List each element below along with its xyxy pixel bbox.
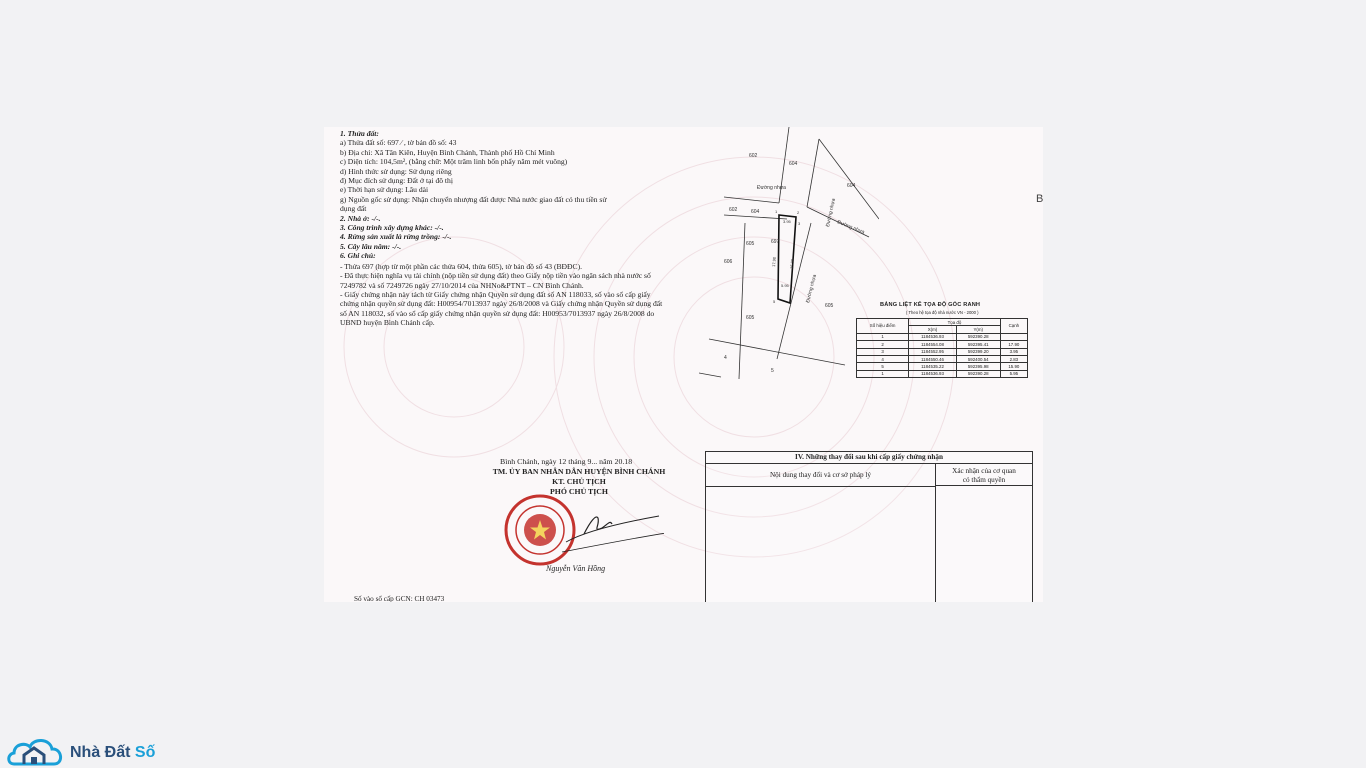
map-dimension: 17.90 <box>771 256 777 268</box>
note-item: - Thửa 697 (hợp từ một phần các thửa 604, thửa 605), tờ bản đồ số 43 (BĐĐC). <box>340 261 583 271</box>
cell-y: 592395.41 <box>956 341 1000 348</box>
signature-icon <box>554 502 664 562</box>
cell-y: 592399.20 <box>956 348 1000 355</box>
cell-x: 1184536.93 <box>909 333 957 340</box>
cell-x: 1184536.93 <box>909 370 957 377</box>
map-point: 3 <box>798 221 801 226</box>
signer-name: Nguyễn Văn Hồng <box>546 564 606 573</box>
cell-x: 1184535.22 <box>909 363 957 370</box>
note-item: - Giấy chứng nhận này tách từ Giấy chứng nhận Quyền sử dụng đất số AN 118033, số vào sổ cấp giấy chứng nhận quyền sử dụng đất: H00954/7013937 ngày 26/8/2008 và Giấy chứng nhận Quyền sử dụng đất số AN 118032, số vào sổ cấp giấy chứng nhận quyền sử dụng đất: H00953/7013937 ngày 26/8/2008 do UBND huyện Bình Chánh cấp. <box>340 289 663 328</box>
cell-edge: 2.83 <box>1000 355 1027 362</box>
cell-y: 592390.28 <box>956 370 1000 377</box>
cell-edge: 17.90 <box>1000 341 1027 348</box>
cell-edge: 3.95 <box>1000 348 1027 355</box>
map-label: 606 <box>724 259 733 265</box>
cell-x: 1184554.08 <box>909 341 957 348</box>
edge-letter: B <box>1036 193 1044 205</box>
parcel-usage-form: d) Hình thức sử dụng: Sử dụng riêng <box>340 166 452 176</box>
parcel-title: 1. Thửa đất: <box>340 129 379 138</box>
parcel-origin: g) Nguồn gốc sử dụng: Nhận chuyển nhượng đất được Nhà nước giao đất có thu tiền sử <box>340 194 607 204</box>
construction-line: 3. Công trình xây dựng khác: -/-. <box>340 223 444 233</box>
notes-title: 6. Ghi chú: <box>340 251 376 261</box>
col-edge: Cạnh <box>1000 319 1027 334</box>
col-coord: Tọa độ <box>909 319 1000 326</box>
cell-edge <box>1000 333 1027 340</box>
map-dimension: 15.90 <box>789 258 795 270</box>
map-label: 605 <box>825 303 834 309</box>
brand-logo-text <box>70 744 155 762</box>
map-label: 605 <box>746 315 755 321</box>
changes-col-confirm <box>936 464 1032 486</box>
cell-point: 3 <box>857 348 909 355</box>
parcel-info <box>340 129 670 328</box>
parcel-address: b) Địa chỉ: Xã Tân Kiên, Huyện Bình Chánh, Thành phố Hồ Chí Minh <box>340 147 555 157</box>
forest-line: 4. Rừng sản xuất là rừng trồng: -/-. <box>340 232 452 242</box>
table-row <box>857 333 1028 340</box>
coord-table <box>856 318 1028 378</box>
map-label: 4 <box>724 355 727 361</box>
cell-y: 592395.98 <box>956 363 1000 370</box>
map-label: 697 <box>771 239 780 245</box>
table-row <box>857 341 1028 348</box>
cell-point: 1 <box>857 333 909 340</box>
place-date: Bình Chánh, ngày 12 tháng 9... năm 20.18 <box>500 457 633 466</box>
house-cloud-logo-icon <box>6 734 68 768</box>
notes-list <box>340 262 670 328</box>
signer-role: KT. CHỦ TỊCH <box>552 477 606 486</box>
note-item: - Đã thực hiện nghĩa vụ tài chính (nộp tiền sử dụng đất) theo Giấy nộp tiền vào ngân sách nhà nước số 7249782 và số 7249726 ngày 27/10/2014 của NHNo&PTNT – CN Bình Chánh. <box>340 271 651 290</box>
parcel-purpose: đ) Mục đích sử dụng: Đất ở tại đô thị <box>340 176 453 186</box>
table-row <box>857 348 1028 355</box>
changes-col-confirm-l1: Xác nhận của cơ quan <box>952 467 1016 475</box>
col-y: Y(m) <box>956 326 1000 333</box>
table-row <box>857 355 1028 362</box>
cell-point: 1 <box>857 370 909 377</box>
coord-table-subtitle: ( Theo hệ tọa độ nhà nước VN - 2000 ) <box>906 310 979 315</box>
cell-y: 592390.28 <box>956 333 1000 340</box>
changes-box <box>705 451 1033 602</box>
changes-title: IV. Những thay đổi sau khi cấp giấy chứng nhận <box>706 452 1032 464</box>
changes-col-content: Nội dung thay đổi và cơ sở pháp lý <box>706 464 936 487</box>
table-row <box>857 370 1028 377</box>
parcel-term: e) Thời hạn sử dụng: Lâu dài <box>340 185 429 195</box>
cell-edge: 5.95 <box>1000 370 1027 377</box>
parcel-map <box>699 127 879 387</box>
cell-y: 592400.54 <box>956 355 1000 362</box>
col-x: X(m) <box>909 326 957 333</box>
house-line: 2. Nhà ở: -/-. <box>340 213 381 223</box>
parcel-area: c) Diện tích: 104,5m², (bằng chữ: Một trăm linh bốn phẩy năm mét vuông) <box>340 157 568 167</box>
changes-col-confirm-l2: có thẩm quyền <box>962 476 1006 484</box>
parcel-number: a) Thửa đất số: 697 ⁄ , tờ bản đồ số: 43 <box>340 138 457 148</box>
table-row <box>857 363 1028 370</box>
map-label: 5 <box>771 368 774 374</box>
signer-title: PHÓ CHỦ TỊCH <box>550 487 608 496</box>
map-label: 604 <box>751 209 760 215</box>
cell-x: 1184552.95 <box>909 348 957 355</box>
cell-point: 2 <box>857 341 909 348</box>
map-label: 604 <box>847 183 856 189</box>
map-dimension: 5.95 <box>781 283 789 288</box>
parcel-origin-cont: dụng đất <box>340 204 367 214</box>
brand-text-b: Số <box>134 744 156 761</box>
map-dimension: 3.95 <box>783 219 791 224</box>
cell-point: 5 <box>857 363 909 370</box>
map-road-label: Đường nhựa <box>836 219 866 236</box>
map-road-label: Đường nhựa <box>825 197 837 228</box>
column-divider <box>935 486 936 602</box>
brand-text-a: Nhà Đất <box>70 744 131 761</box>
cell-point: 4 <box>857 355 909 362</box>
map-label: 602 <box>749 153 758 159</box>
map-point: 1 <box>775 209 778 214</box>
cell-x: 1184550.46 <box>909 355 957 362</box>
map-road-label: Đường nhựa <box>757 185 786 191</box>
map-label: 602 <box>729 207 738 213</box>
map-point: 2 <box>797 210 800 215</box>
cell-edge: 15.90 <box>1000 363 1027 370</box>
map-road-label: Đường nhựa <box>805 273 818 304</box>
perennial-line: 5. Cây lâu năm: -/-. <box>340 241 402 251</box>
registration-number: Số vào sổ cấp GCN: CH 03473 <box>354 595 445 602</box>
map-point: 5 <box>773 299 776 304</box>
coord-table-title: BẢNG LIỆT KÊ TỌA ĐỘ GÓC RANH <box>880 302 981 308</box>
col-point: Số hiệu điểm <box>857 319 909 334</box>
certificate-page <box>324 127 1043 602</box>
map-label: 605 <box>746 241 755 247</box>
map-label: 604 <box>789 161 798 167</box>
issuing-org: TM. ỦY BAN NHÂN DÂN HUYỆN BÌNH CHÁNH <box>492 467 666 476</box>
signature-block <box>444 457 714 497</box>
